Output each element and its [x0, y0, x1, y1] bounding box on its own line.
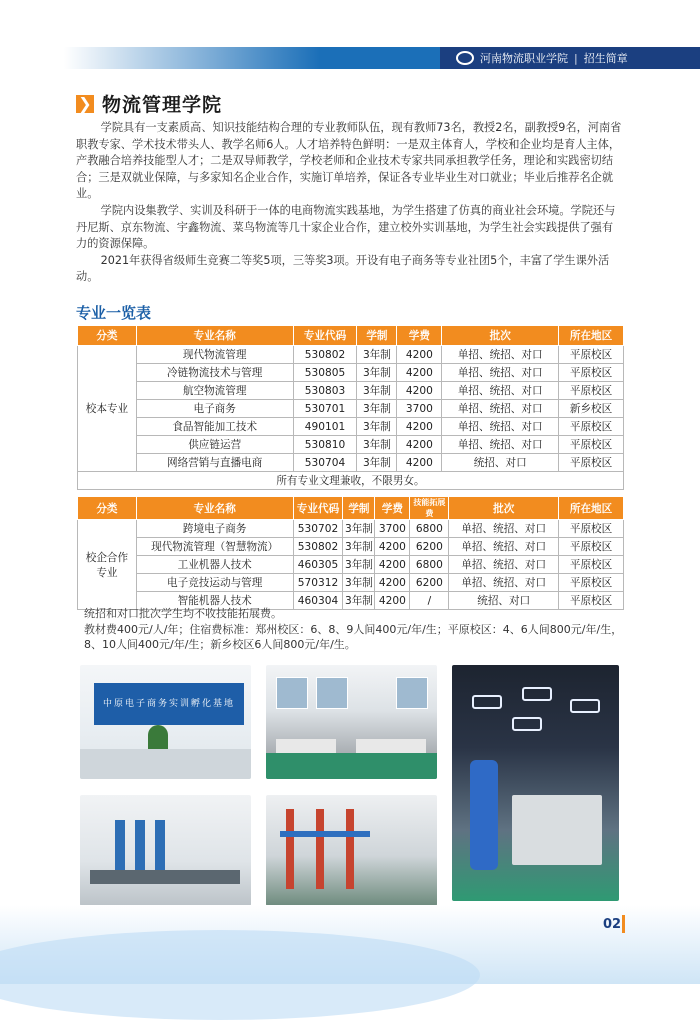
- school-logo-icon: [456, 51, 474, 65]
- table-cell: 570312: [293, 574, 343, 592]
- table-cell: 4200: [397, 436, 442, 454]
- column-header: 学制: [343, 497, 375, 520]
- table-cell: 单招、统招、对口: [449, 574, 559, 592]
- photo-window: [276, 677, 308, 709]
- table-cell: 3年制: [357, 364, 397, 382]
- major-table-school: [77, 325, 624, 490]
- table-cell: 单招、统招、对口: [442, 436, 559, 454]
- intro-text: [76, 120, 624, 286]
- table-cell: 单招、统招、对口: [449, 538, 559, 556]
- photo-floor: [80, 749, 251, 779]
- photo-window: [396, 677, 428, 709]
- table-cell: 3年制: [357, 454, 397, 472]
- header-separator: |: [574, 51, 578, 65]
- table-cell: 6200: [410, 574, 449, 592]
- table-cell: 网络营销与直播电商: [136, 454, 293, 472]
- header-badge: [440, 47, 700, 69]
- column-header: 专业代码: [293, 326, 357, 346]
- chevron-right-icon: ❯: [76, 95, 94, 113]
- table-cell: 3年制: [343, 520, 375, 538]
- page-title: [76, 90, 222, 117]
- table-cell: 平原校区: [559, 520, 624, 538]
- photo-banner-text: 中原电子商务实训孵化基地: [94, 683, 244, 725]
- table-cell: 平原校区: [559, 556, 624, 574]
- table-cell: 3年制: [357, 346, 397, 364]
- training-bench: [512, 795, 602, 865]
- table-cell: 3700: [397, 400, 442, 418]
- photo-desk: [356, 739, 426, 753]
- table-cell: 平原校区: [559, 418, 624, 436]
- photo-rack: [286, 809, 294, 889]
- table-cell: 平原校区: [559, 364, 624, 382]
- paragraph: 学院内设集教学、实训及科研于一体的电商物流实践基地，为学生搭建了仿真的商业社会环境。学院还与丹尼斯、京东物流、宇鑫物流、菜鸟物流等几十家企业合作，建立校外实训基地，为学生社会实践提供了强有力的资源保障。: [76, 203, 616, 251]
- table-cell: 3年制: [343, 592, 375, 610]
- table-cell: 电子商务: [136, 400, 293, 418]
- category-cell: 校本专业: [78, 346, 137, 472]
- table-cell: 530802: [293, 538, 343, 556]
- table-cell: 现代物流管理（智慧物流）: [136, 538, 293, 556]
- table-row: [78, 436, 624, 454]
- table-cell: 电子竞技运动与管理: [136, 574, 293, 592]
- table-cell: 单招、统招、对口: [442, 382, 559, 400]
- table-cell: 530810: [293, 436, 357, 454]
- table-cell: 4200: [375, 592, 410, 610]
- table-cell: 4200: [397, 418, 442, 436]
- table-cell: 平原校区: [559, 436, 624, 454]
- table-row: [78, 574, 624, 592]
- column-header: 所在地区: [559, 497, 624, 520]
- table-cell: 460305: [293, 556, 343, 574]
- table-cell: 平原校区: [559, 592, 624, 610]
- table-cell: 工业机器人技术: [136, 556, 293, 574]
- table-header-row: [78, 326, 624, 346]
- table-cell: 单招、统招、对口: [449, 556, 559, 574]
- table-cell: 530802: [293, 346, 357, 364]
- table-cell: 3年制: [343, 574, 375, 592]
- table-footnote-row: [78, 472, 624, 490]
- table-row: [78, 400, 624, 418]
- page-number: 02: [603, 917, 622, 932]
- column-header: 学费: [375, 497, 410, 520]
- column-header: 专业名称: [136, 497, 293, 520]
- note-line: 教材费400元/人/年；住宿费标准：郑州校区：6、8、9人间400元/年/生；平原校区：4、6人间800元/年/生，8、10人间400元/年/生；新乡校区6人间800元/年/生。: [84, 622, 623, 651]
- paragraph: 2021年获得省级师生竞赛二等奖5项，三等奖3项。开设有电子商务等专业社团5个，丰富了学生课外活动。: [76, 253, 610, 284]
- section-subtitle: 专业一览表: [76, 304, 152, 322]
- ceiling-light: [472, 695, 502, 709]
- table-cell: 490101: [293, 418, 357, 436]
- table-cell: 3700: [375, 520, 410, 538]
- table-cell: 3年制: [357, 400, 397, 418]
- table-header-row: [78, 497, 624, 520]
- table-cell: 3年制: [343, 538, 375, 556]
- table-row: [78, 556, 624, 574]
- ceiling-light: [512, 717, 542, 731]
- table-cell: 平原校区: [559, 538, 624, 556]
- table-cell: 平原校区: [559, 454, 624, 472]
- column-header: 批次: [449, 497, 559, 520]
- footer-wave-shape: [0, 930, 480, 1020]
- table-cell: 食品智能加工技术: [136, 418, 293, 436]
- column-header: 专业代码: [293, 497, 343, 520]
- table-footnote: 所有专业文理兼收，不限男女。: [78, 472, 624, 490]
- table-row: [78, 346, 624, 364]
- paragraph: 学院具有一支素质高、知识技能结构合理的专业教师队伍，现有教师73名，教授2名，副教授9名，河南省职教专家、学术技术带头人、教学名师6人。人才培养特色鲜明：一是双主体育人，学校和企业均是育人主体，产教融合培养技能型人才；二是双导师教学，学校老师和企业技术专家共同承担教学任务，理论和实践密切结合；三是双就业保障，与多家知名企业合作，实施订单培养，保证各专业毕业生对口就业；毕业后推荐名企就业。: [76, 121, 622, 201]
- table-cell: 6800: [410, 556, 449, 574]
- fee-notes: [84, 606, 624, 653]
- table-cell: 现代物流管理: [136, 346, 293, 364]
- table-cell: 单招、统招、对口: [442, 418, 559, 436]
- table-cell: 单招、统招、对口: [442, 400, 559, 418]
- page-number-bar: [622, 915, 625, 933]
- table-cell: 4200: [397, 346, 442, 364]
- table-cell: 530701: [293, 400, 357, 418]
- photo-window: [316, 677, 348, 709]
- ceiling-light: [522, 687, 552, 701]
- page-title-text: 物流管理学院: [102, 94, 223, 116]
- photo-computer-lab: [266, 665, 437, 779]
- column-header: 所在地区: [559, 326, 624, 346]
- school-name: 河南物流职业学院: [480, 52, 568, 65]
- photo-logistics-line: [80, 795, 251, 906]
- table-cell: 4200: [375, 556, 410, 574]
- column-header: 学制: [357, 326, 397, 346]
- table-row: [78, 454, 624, 472]
- ceiling-light: [570, 699, 600, 713]
- table-cell: 冷链物流技术与管理: [136, 364, 293, 382]
- table-row: [78, 520, 624, 538]
- table-row: [78, 418, 624, 436]
- table-cell: 4200: [397, 382, 442, 400]
- table-cell: 统招、对口: [442, 454, 559, 472]
- table-cell: 3年制: [357, 382, 397, 400]
- table-cell: 6800: [410, 520, 449, 538]
- category-cell: 校企合作专业: [78, 520, 137, 610]
- section-name: 招生简章: [583, 52, 628, 65]
- table-cell: 单招、统招、对口: [449, 520, 559, 538]
- table-cell: 3年制: [357, 436, 397, 454]
- table-cell: 530702: [293, 520, 343, 538]
- table-cell: 4200: [397, 364, 442, 382]
- conveyor-line: [90, 870, 240, 884]
- table-cell: 跨境电子商务: [136, 520, 293, 538]
- table-row: [78, 382, 624, 400]
- robot-arm: [470, 760, 498, 870]
- table-cell: 航空物流管理: [136, 382, 293, 400]
- photo-warehouse: [266, 795, 437, 906]
- table-cell: 530704: [293, 454, 357, 472]
- header-fade: [0, 47, 320, 69]
- table-cell: 智能机器人技术: [136, 592, 293, 610]
- table-cell: 单招、统招、对口: [442, 346, 559, 364]
- table-cell: 供应链运营: [136, 436, 293, 454]
- table-cell: 4200: [375, 538, 410, 556]
- table-cell: 6200: [410, 538, 449, 556]
- photo-floor: [266, 753, 437, 779]
- table-cell: 单招、统招、对口: [442, 364, 559, 382]
- table-cell: 530805: [293, 364, 357, 382]
- photo-desk: [276, 739, 336, 753]
- table-cell: 4200: [397, 454, 442, 472]
- photo-ecommerce-base: [80, 665, 251, 779]
- table-cell: 统招、对口: [449, 592, 559, 610]
- table-cell: 460304: [293, 592, 343, 610]
- photo-robot-lab: [452, 665, 619, 901]
- table-cell: 3年制: [343, 556, 375, 574]
- photo-rack: [346, 809, 354, 889]
- table-row: [78, 364, 624, 382]
- note-line: 统招和对口批次学生均不收技能拓展费。: [84, 607, 282, 620]
- major-table-cooperation: [77, 496, 624, 610]
- table-row: [78, 538, 624, 556]
- column-header: 分类: [78, 326, 137, 346]
- table-cell: 平原校区: [559, 574, 624, 592]
- column-header: 批次: [442, 326, 559, 346]
- table-cell: 平原校区: [559, 346, 624, 364]
- table-cell: 新乡校区: [559, 400, 624, 418]
- table-cell: 4200: [375, 574, 410, 592]
- table-cell: 平原校区: [559, 382, 624, 400]
- table-cell: 3年制: [357, 418, 397, 436]
- table-cell: /: [410, 592, 449, 610]
- photo-beam: [280, 831, 370, 837]
- column-header: 分类: [78, 497, 137, 520]
- photo-rack: [316, 809, 324, 889]
- table-cell: 530803: [293, 382, 357, 400]
- column-header: 技能拓展费: [410, 497, 449, 520]
- column-header: 学费: [397, 326, 442, 346]
- column-header: 专业名称: [136, 326, 293, 346]
